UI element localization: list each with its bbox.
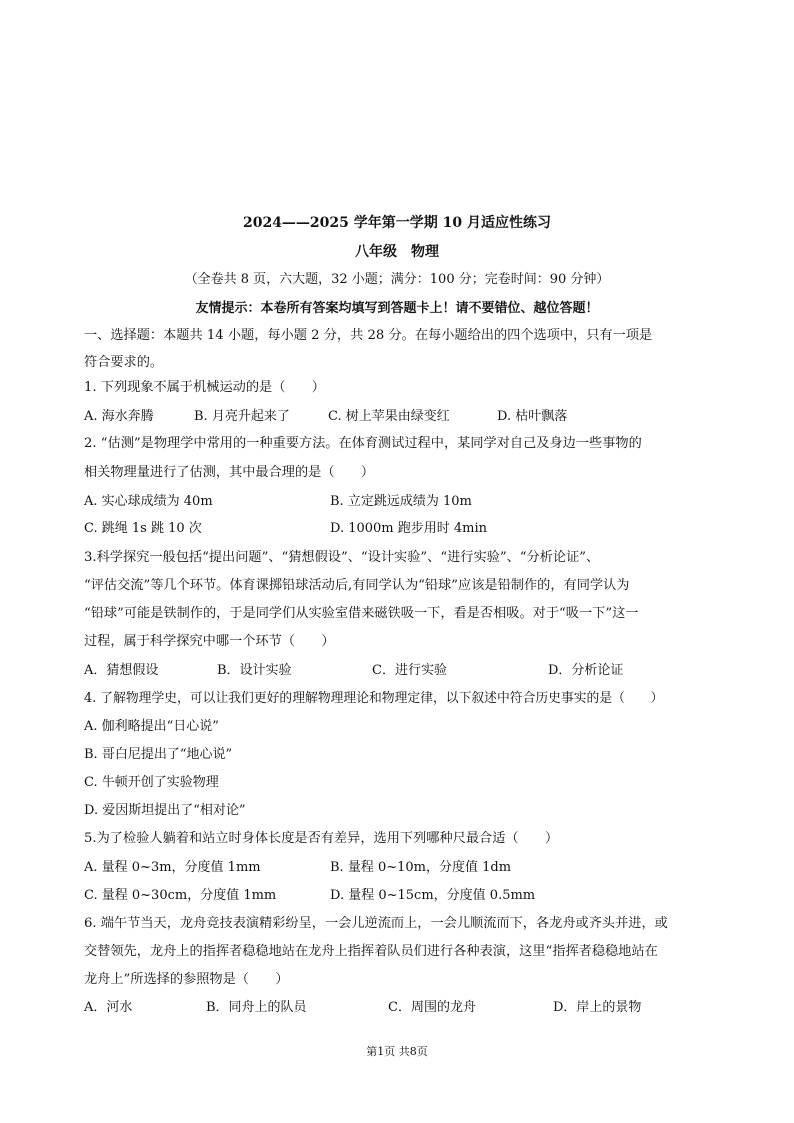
exam-reminder: 友情提示：本卷所有答案均填写到答题卡上！请不要错位、越位答题！ — [195, 301, 599, 316]
question-3-stem-3: “铅球”可能是铁制作的，于是同学们从实验室借来磁铁吸一下，看是否相吸。对于“吸一下”这一 — [84, 606, 639, 621]
question-4-option-d: D. 爱因斯坦提出了“相对论” — [84, 803, 246, 818]
question-6-stem-2: 交替领先，龙舟上的指挥者稳稳地站在龙舟上指挥着队员们进行各种表演，这里“指挥者稳稳地站在 — [84, 944, 658, 959]
exam-title: 2024——2025 学年第一学期 10 月适应性练习 — [242, 215, 552, 231]
question-5-stem: 5.为了检验人躺着和站立时身体长度是否有差异，选用下列哪种尺最合适（ ） — [84, 831, 559, 846]
question-6-option-d: D．岸上的景物 — [553, 1000, 642, 1015]
question-5-option-d: D. 量程 0~15cm，分度值 0.5mm — [330, 888, 536, 903]
question-6-option-a: A．河水 — [84, 1000, 133, 1015]
question-1-option-c: C. 树上苹果由绿变红 — [328, 409, 450, 424]
question-1-option-d: D. 枯叶飘落 — [497, 409, 568, 424]
question-6-stem-1: 6. 端午节当天，龙舟竞技表演精彩纷呈，一会儿逆流而上，一会儿顺流而下，各龙舟或齐头并进，或 — [84, 916, 668, 931]
question-4-stem: 4. 了解物理学史，可以让我们更好的理解物理理论和物理定律，以下叙述中符合历史事实的是（ ） — [84, 691, 664, 706]
question-3-option-a: A．猜想假设 — [84, 663, 159, 678]
question-6-option-b: B．同舟上的队员 — [206, 1000, 307, 1015]
question-6-stem-3: 龙舟上”所选择的参照物是（ ） — [84, 972, 289, 987]
question-2-option-a: A. 实心球成绩为 40m — [84, 494, 213, 509]
section-heading-cont: 符合要求的。 — [84, 355, 164, 370]
question-3-option-c: C．进行实验 — [372, 663, 447, 678]
question-2-option-c: C. 跳绳 1s 跳 10 次 — [84, 521, 202, 536]
question-1-option-a: A. 海水奔腾 — [84, 409, 154, 424]
question-2-stem-1: 2. “估测”是物理学中常用的一种重要方法。在体育测试过程中，某同学对自己及身边一些事物的 — [84, 436, 642, 451]
question-2-stem-2: 相关物理量进行了估测，其中最合理的是（ ） — [84, 465, 375, 480]
question-3-option-b: B．设计实验 — [217, 663, 292, 678]
exam-info: （全卷共 8 页，六大题，32 小题；满分：100 分；完卷时间：90 分钟） — [184, 272, 610, 287]
question-6-option-c: C．周围的龙舟 — [388, 1000, 476, 1015]
question-3-stem-4: 过程，属于科学探究中哪一个环节（ ） — [84, 634, 335, 649]
question-3-stem-1: 3.科学探究一般包括“提出问题”、“猜想假设”、“设计实验”、“进行实验”、“分析论证”、 — [84, 550, 600, 565]
question-5-option-b: B. 量程 0~10m，分度值 1dm — [330, 860, 512, 875]
question-2-option-d: D. 1000m 跑步用时 4min — [330, 521, 488, 536]
page-number: 第1页 共8页 — [366, 1045, 428, 1058]
question-1-option-b: B. 月亮升起来了 — [194, 409, 290, 424]
question-5-option-c: C. 量程 0~30cm，分度值 1mm — [84, 888, 277, 903]
question-3-option-d: D．分析论证 — [548, 663, 624, 678]
question-4-option-b: B. 哥白尼提出了“地心说” — [84, 747, 233, 762]
question-4-option-a: A. 伽利略提出“日心说” — [84, 719, 219, 734]
question-3-stem-2: “评估交流”等几个环节。体育课掷铅球活动后,有同学认为“铅球”应该是铅制作的，有同学认为 — [84, 578, 630, 593]
question-5-option-a: A. 量程 0~3m，分度值 1mm — [84, 860, 261, 875]
question-2-option-b: B. 立定跳远成绩为 10m — [330, 494, 472, 509]
exam-subject: 八年级 物理 — [355, 244, 439, 260]
question-4-option-c: C. 牛顿开创了实验物理 — [84, 775, 219, 790]
section-heading: 一、选择题：本题共 14 小题，每小题 2 分，共 28 分。在每小题给出的四个选项中，只有一项是 — [84, 328, 653, 343]
question-1-stem: 1. 下列现象不属于机械运动的是（ ） — [84, 380, 325, 395]
